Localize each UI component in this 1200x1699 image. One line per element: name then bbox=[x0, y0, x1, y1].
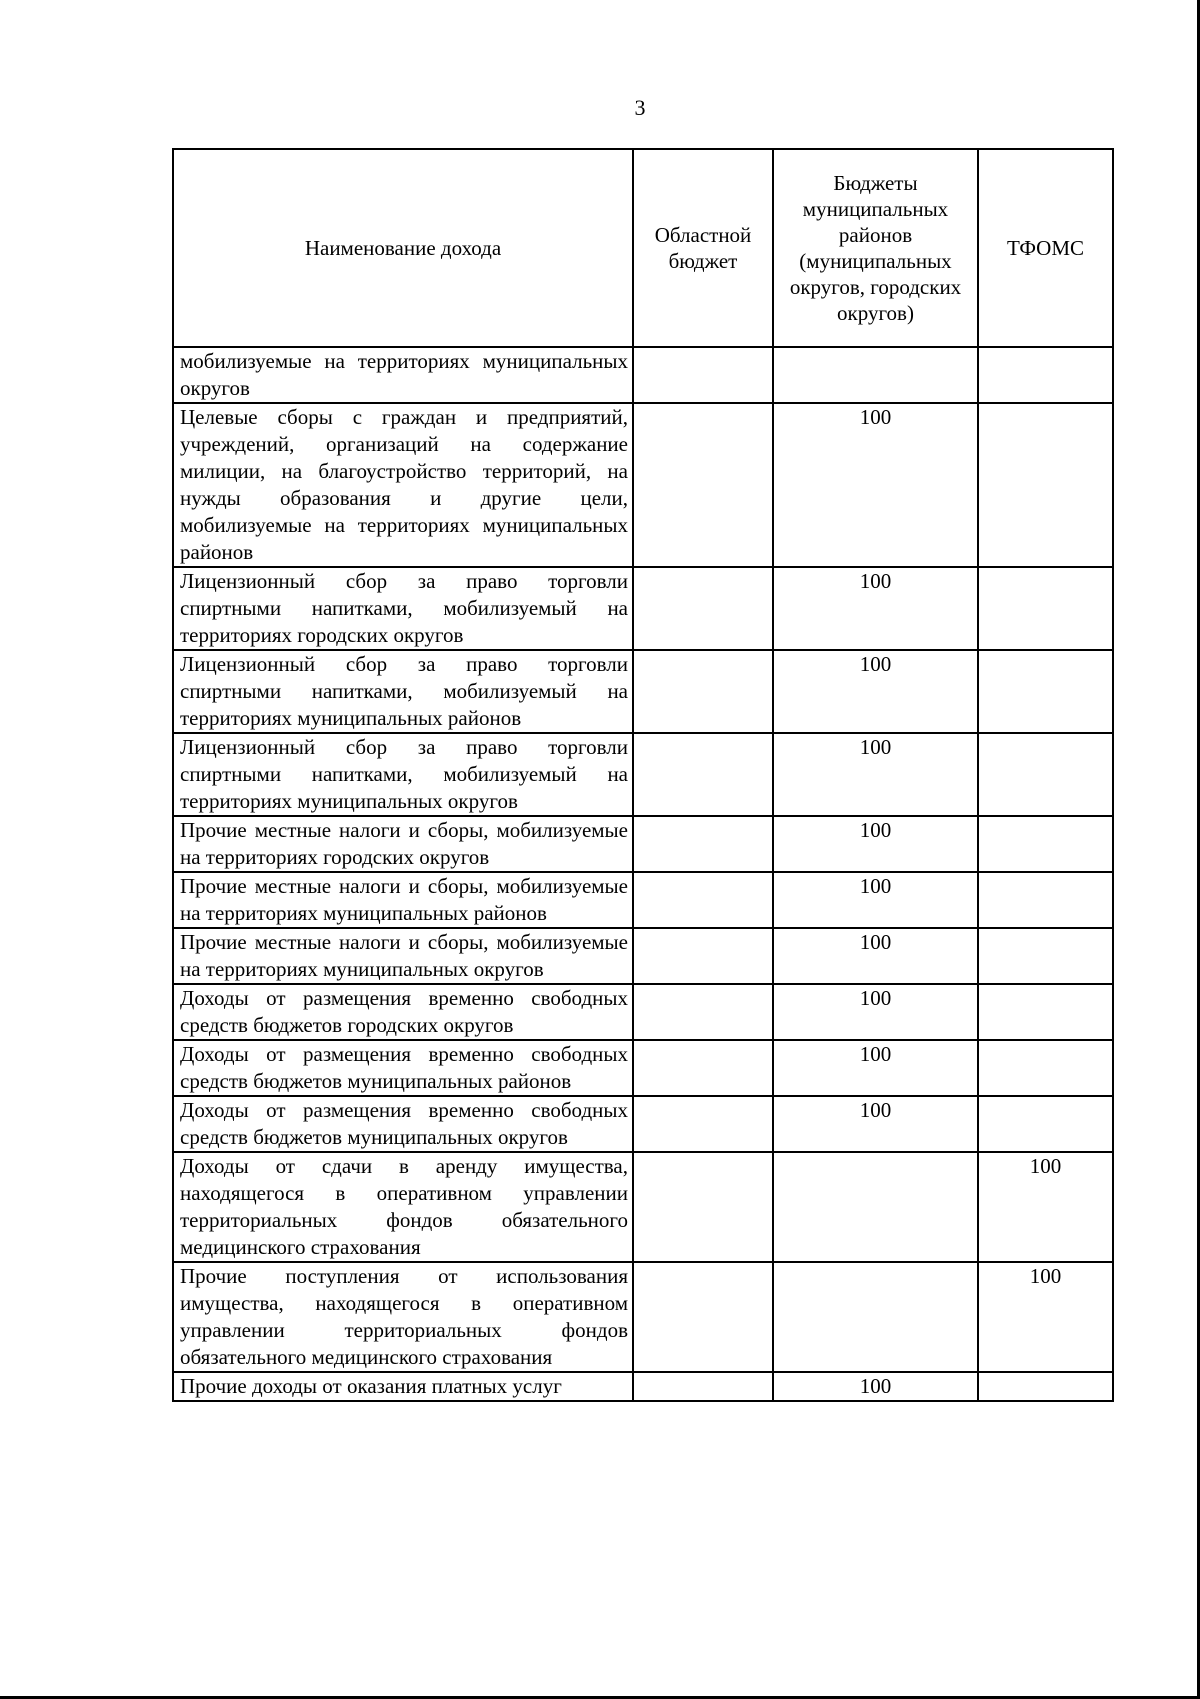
table-header-row bbox=[173, 149, 1113, 347]
table-row bbox=[173, 1096, 1113, 1152]
cell-regional-budget bbox=[633, 1040, 773, 1096]
table-row bbox=[173, 733, 1113, 816]
cell-municipal-budgets: 100 bbox=[773, 1040, 978, 1096]
cell-tfoms bbox=[978, 567, 1113, 650]
cell-regional-budget bbox=[633, 1262, 773, 1372]
cell-tfoms bbox=[978, 733, 1113, 816]
cell-tfoms bbox=[978, 872, 1113, 928]
cell-municipal-budgets: 100 bbox=[773, 872, 978, 928]
header-tfoms: ТФОМС bbox=[978, 149, 1113, 347]
cell-regional-budget bbox=[633, 816, 773, 872]
cell-income-name: Целевые сборы с граждан и предприятий, учреждений, организаций на содержание милиции, на благоустройство территорий, на нужды образования и другие цели, мобилизуемые на территориях муниципальных районов bbox=[173, 403, 633, 567]
cell-municipal-budgets: 100 bbox=[773, 650, 978, 733]
table-row bbox=[173, 984, 1113, 1040]
cell-municipal-budgets: 100 bbox=[773, 567, 978, 650]
cell-income-name: Доходы от размещения временно свободных средств бюджетов муниципальных округов bbox=[173, 1096, 633, 1152]
cell-income-name: Прочие доходы от оказания платных услуг bbox=[173, 1372, 633, 1401]
cell-income-name: Доходы от размещения временно свободных средств бюджетов муниципальных районов bbox=[173, 1040, 633, 1096]
cell-municipal-budgets: 100 bbox=[773, 816, 978, 872]
cell-income-name: Прочие поступления от использования имущества, находящегося в оперативном управлении территориальных фондов обязательного медицинского страхования bbox=[173, 1262, 633, 1372]
cell-regional-budget bbox=[633, 733, 773, 816]
cell-regional-budget bbox=[633, 1372, 773, 1401]
cell-tfoms bbox=[978, 1372, 1113, 1401]
cell-income-name: Лицензионный сбор за право торговли спиртными напитками, мобилизуемый на территориях городских округов bbox=[173, 567, 633, 650]
cell-tfoms bbox=[978, 816, 1113, 872]
cell-tfoms bbox=[978, 403, 1113, 567]
cell-income-name: Доходы от сдачи в аренду имущества, находящегося в оперативном управлении территориальных фондов обязательного медицинского страхования bbox=[173, 1152, 633, 1262]
cell-regional-budget bbox=[633, 1096, 773, 1152]
cell-municipal-budgets: 100 bbox=[773, 1096, 978, 1152]
cell-municipal-budgets bbox=[773, 1262, 978, 1372]
table-row bbox=[173, 1262, 1113, 1372]
table-row bbox=[173, 650, 1113, 733]
cell-income-name: Лицензионный сбор за право торговли спиртными напитками, мобилизуемый на территориях муниципальных округов bbox=[173, 733, 633, 816]
cell-tfoms bbox=[978, 1040, 1113, 1096]
table-row bbox=[173, 872, 1113, 928]
cell-regional-budget bbox=[633, 403, 773, 567]
cell-municipal-budgets bbox=[773, 347, 978, 403]
table-row bbox=[173, 567, 1113, 650]
cell-municipal-budgets: 100 bbox=[773, 928, 978, 984]
table-row bbox=[173, 1040, 1113, 1096]
cell-income-name: Прочие местные налоги и сборы, мобилизуемые на территориях муниципальных округов bbox=[173, 928, 633, 984]
cell-municipal-budgets: 100 bbox=[773, 984, 978, 1040]
cell-regional-budget bbox=[633, 567, 773, 650]
cell-regional-budget bbox=[633, 1152, 773, 1262]
cell-regional-budget bbox=[633, 984, 773, 1040]
page-number: 3 bbox=[634, 95, 646, 120]
cell-tfoms bbox=[978, 347, 1113, 403]
cell-tfoms bbox=[978, 650, 1113, 733]
cell-income-name: Прочие местные налоги и сборы, мобилизуемые на территориях муниципальных районов bbox=[173, 872, 633, 928]
cell-income-name: Доходы от размещения временно свободных средств бюджетов городских округов bbox=[173, 984, 633, 1040]
cell-regional-budget bbox=[633, 650, 773, 733]
income-distribution-table bbox=[172, 148, 1114, 1402]
cell-municipal-budgets: 100 bbox=[773, 1372, 978, 1401]
cell-municipal-budgets bbox=[773, 1152, 978, 1262]
header-income-name: Наименование дохода bbox=[173, 149, 633, 347]
cell-income-name: Прочие местные налоги и сборы, мобилизуемые на территориях городских округов bbox=[173, 816, 633, 872]
cell-municipal-budgets: 100 bbox=[773, 403, 978, 567]
cell-municipal-budgets: 100 bbox=[773, 733, 978, 816]
table-row bbox=[173, 403, 1113, 567]
table-body bbox=[173, 347, 1113, 1401]
cell-income-name: мобилизуемые на территориях муниципальных округов bbox=[173, 347, 633, 403]
table-row bbox=[173, 928, 1113, 984]
cell-tfoms: 100 bbox=[978, 1152, 1113, 1262]
cell-regional-budget bbox=[633, 928, 773, 984]
cell-income-name: Лицензионный сбор за право торговли спиртными напитками, мобилизуемый на территориях муниципальных районов bbox=[173, 650, 633, 733]
table-row bbox=[173, 1152, 1113, 1262]
cell-tfoms: 100 bbox=[978, 1262, 1113, 1372]
header-regional-budget: Областной бюджет bbox=[633, 149, 773, 347]
table-row bbox=[173, 347, 1113, 403]
table-row bbox=[173, 1372, 1113, 1401]
header-municipal-budgets: Бюджеты муниципальных районов (муниципальных округов, городских округов) bbox=[773, 149, 978, 347]
cell-regional-budget bbox=[633, 872, 773, 928]
cell-tfoms bbox=[978, 1096, 1113, 1152]
cell-tfoms bbox=[978, 928, 1113, 984]
table-row bbox=[173, 816, 1113, 872]
cell-regional-budget bbox=[633, 347, 773, 403]
cell-tfoms bbox=[978, 984, 1113, 1040]
